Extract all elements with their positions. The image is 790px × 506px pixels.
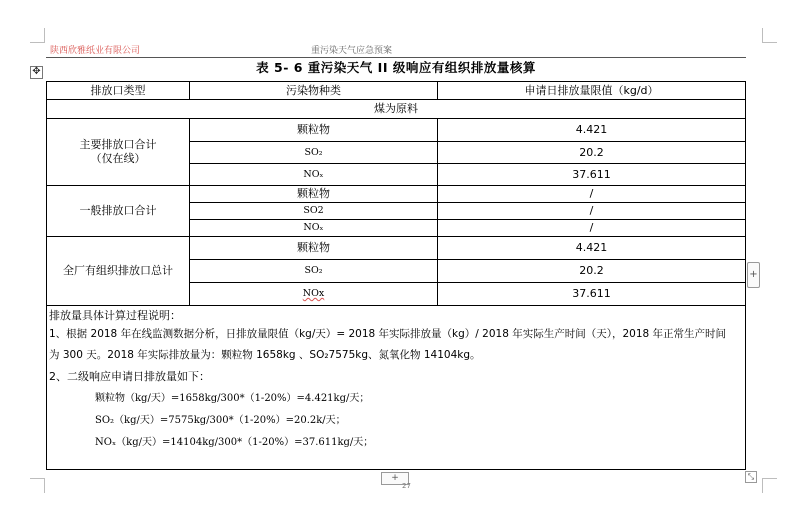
pollutant-cell: SO₂: [190, 142, 438, 164]
value-cell: /: [438, 220, 746, 237]
table-caption: 表 5- 6 重污染天气 II 级响应有组织排放量核算: [256, 60, 536, 75]
value-cell: /: [438, 203, 746, 220]
formula-line: SO₂（kg/天）=7575kg/300*（1-20%）=20.2k/天；: [95, 415, 346, 426]
value-cell: 4.421: [438, 237, 746, 260]
group-label: [47, 237, 190, 306]
notes-line: 为 300 天。2018 年实际排放量为：颗粒物 1658kg 、SO₂7575kg、氮氧化物 14104kg。: [49, 349, 481, 361]
pollutant-cell: SO₂: [190, 260, 438, 283]
header-company: 陕西欣雅纸业有限公司: [50, 46, 141, 56]
page-corner-mark: [762, 28, 777, 43]
table-resize-icon[interactable]: ⤡: [745, 471, 757, 483]
pollutant-cell: NOₓ: [190, 220, 438, 237]
group-label-line: 一般排放口合计: [79, 204, 157, 217]
pollutant-cell: 颗粒物: [190, 237, 438, 260]
notes-line: 2、二级响应申请日排放量如下：: [49, 370, 210, 383]
pollutant-cell: 颗粒物: [190, 186, 438, 203]
emission-table: [46, 81, 746, 470]
group-label-line: 主要排放口合计: [79, 138, 157, 151]
page-corner-mark: [30, 28, 45, 43]
pollutant-text: NOx: [302, 288, 325, 299]
page-corner-mark: [30, 478, 45, 493]
group-label-line: （仅在线）: [90, 152, 146, 165]
page-header: [46, 41, 746, 58]
value-cell: 20.2: [438, 260, 746, 283]
notes-line: 1、根据 2018 年在线监测数据分析，日排放量限值（kg/天）= 2018 年实际排放量（kg）/ 2018 年实际生产时间（天），2018 年正常生产时间: [49, 328, 727, 340]
column-header: 污染物种类: [190, 82, 438, 100]
value-cell: 20.2: [438, 142, 746, 164]
value-cell: 4.421: [438, 119, 746, 142]
add-column-button[interactable]: +: [747, 262, 760, 288]
group-label-line: 全厂有组织排放口总计: [63, 264, 173, 277]
group-label: [47, 119, 190, 186]
pollutant-cell: [190, 283, 438, 306]
header-doc-title: 重污染天气应急预案: [311, 46, 393, 56]
pollutant-cell: 颗粒物: [190, 119, 438, 142]
value-cell: 37.611: [438, 283, 746, 306]
formula-line: 颗粒物（kg/天）=1658kg/300*（1-20%）=4.421kg/天；: [95, 393, 370, 404]
calculation-notes: [47, 306, 746, 470]
page-corner-mark: [762, 478, 777, 493]
notes-title: 排放量具体计算过程说明：: [49, 309, 181, 322]
column-header: 排放口类型: [47, 82, 190, 100]
fuel-type-row: 煤为原料: [47, 100, 746, 119]
value-cell: /: [438, 186, 746, 203]
pollutant-cell: SO2: [190, 203, 438, 220]
add-row-button[interactable]: +: [381, 472, 409, 485]
page-number: 27: [402, 482, 411, 490]
table-move-handle-icon[interactable]: ✥: [30, 66, 43, 79]
pollutant-cell: NOₓ: [190, 164, 438, 186]
group-label: [47, 186, 190, 237]
value-cell: 37.611: [438, 164, 746, 186]
formula-line: NOₓ（kg/天）=14104kg/300*（1-20%）=37.611kg/天；: [95, 437, 374, 448]
column-header: 申请日排放量限值（kg/d）: [438, 82, 746, 100]
